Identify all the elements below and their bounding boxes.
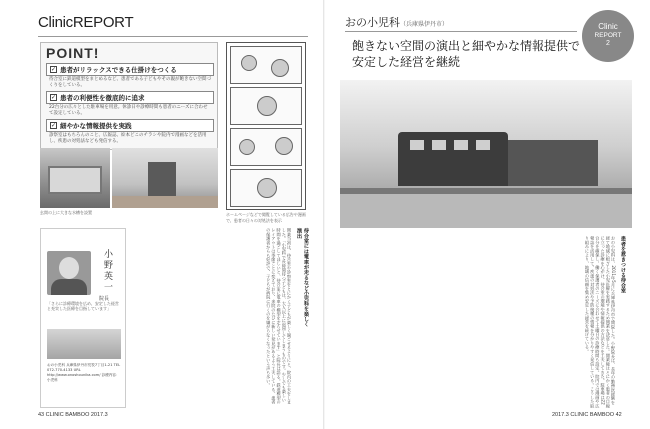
doctor-profile — [40, 228, 126, 408]
character-icon — [241, 55, 257, 71]
floor-shape — [112, 196, 218, 208]
aquarium-shape — [48, 166, 102, 194]
clinic-building-photo — [47, 329, 121, 359]
doctor-title: 院長 — [99, 296, 110, 302]
model-train-photo — [340, 80, 632, 228]
clinic-location: （兵庫県伊丹市） — [400, 21, 449, 28]
left-subhead: 待合室には電車が走るなど小児科を楽しく演出 — [296, 228, 309, 327]
doctor-name: 小野英一 — [102, 249, 112, 293]
left-body-text: 開業当初は、待合室や診察室をとにかく子どもが楽しく過ごせるようにと、院内の工夫をしました。「小児科で長時間待つ子どもは、大人以上に退屈してしまうものです。少しでも楽しい時間を過ごしてほしいと、待合室に電車の模型を走らせています」と院長は語る。鉄道模型のレイアウトは季節ごとに変えており、来院のたびに新しい発見があるよう工夫している。患者の保護者からも好評で、子どもが病院に行くのを嫌がらなくなったという声も多い。 — [266, 228, 292, 404]
left-folio: 43 CLINIC BAMBOO 2017.3 — [38, 412, 108, 418]
point-item-body: 診察室はもちろんのこと、広報誌、絵本どこのチラシや院内で漫画などを活用し、疾患の対処法なども発信する。 — [49, 133, 207, 144]
article-title: 飽きない空間の演出と細やかな情報提供で 安定した経営を継続 — [352, 39, 581, 69]
aquarium-photo — [40, 148, 110, 208]
point-item — [46, 63, 214, 90]
point-item-head: 細やかな情報提供を実践 — [60, 122, 132, 130]
character-icon — [257, 178, 277, 198]
comic-panel — [230, 46, 302, 84]
doctor-photo — [47, 251, 91, 295]
character-icon — [275, 137, 293, 155]
aquarium-caption: 玄関の上に大きな水槽を設置 — [40, 210, 92, 215]
kids-room-photo — [112, 148, 218, 208]
point-title: POINT! — [46, 45, 100, 61]
comic-panel — [230, 87, 302, 125]
clinic-info: おの小児科 兵庫県伊丹市荒牧7丁目1-21 TEL 072-770-4133 URL http://www.onoshounika.com/ 診療内容：小児科 — [47, 363, 121, 382]
section-header: ClinicREPORT — [38, 14, 134, 31]
right-body-text: おの小児科は、2011年5月に兵庫県伊丹市で開院した。小野院長は、長年の勤務医経験を経て地域に根ざした小児医療を実践するため開業を決意した。開業後はとにかく患者の目線に立った診療を心がけ、待合室の環境や情報提供の方法などを工夫してきた。駐車場は22台分を確保し、働く保護者のニーズに合わせて土曜日の診療時間も設定。院内では漫画や広報誌を活用して、疾患の対処法や予防接種の情報を分かりやすく発信している。こうした取り組みにより、地域の信頼を集め安定した経営を続けている。 — [584, 236, 616, 408]
clinic-name: おの小児科（兵庫県伊丹市） — [345, 16, 449, 29]
title-rule — [345, 31, 577, 32]
comic-panel — [230, 128, 302, 166]
train-car-shape — [508, 140, 598, 186]
point-box — [40, 42, 218, 150]
point-item — [46, 91, 214, 118]
comic-strip — [226, 42, 306, 210]
checkbox-icon: ✓ — [51, 66, 57, 73]
clinic-report-badge: Clinic REPORT 2 — [582, 10, 634, 62]
header-rule — [38, 36, 308, 37]
checkbox-icon: ✓ — [51, 122, 57, 129]
doctor-quote: 「さらに診療環境を広め、安定した経営と充実した医療を目指しています」 — [47, 301, 119, 311]
character-icon — [257, 96, 277, 116]
point-item-body: 待合室に鉄道模型をまとめるなど、患者である子どもやその親が飽きない空間づくりをしている。 — [49, 77, 211, 88]
point-item-body: 22台分の広々とした駐車場を用意。休診日や診療時間も患者のニーズに合わせて設定している。 — [49, 105, 208, 116]
comic-panel — [230, 169, 302, 207]
door-shape — [148, 162, 176, 200]
point-item-head: 患者の利便性を徹底的に追求 — [60, 94, 145, 102]
right-folio: 2017.3 CLINIC BAMBOO 42 — [552, 412, 622, 418]
checkbox-icon: ✓ — [51, 94, 57, 101]
character-icon — [239, 139, 255, 155]
point-item — [46, 119, 214, 146]
right-subhead: 患者を惹きつける待合室 — [620, 236, 626, 294]
point-item-head: 患者がリラックスできる仕掛けをつくる — [60, 66, 177, 74]
comic-caption: ホームページなどで閲覧している広告や漫画で、患者の日々の対処法を表示 — [226, 212, 306, 223]
character-icon — [271, 59, 289, 77]
shelf-shape — [340, 194, 632, 228]
